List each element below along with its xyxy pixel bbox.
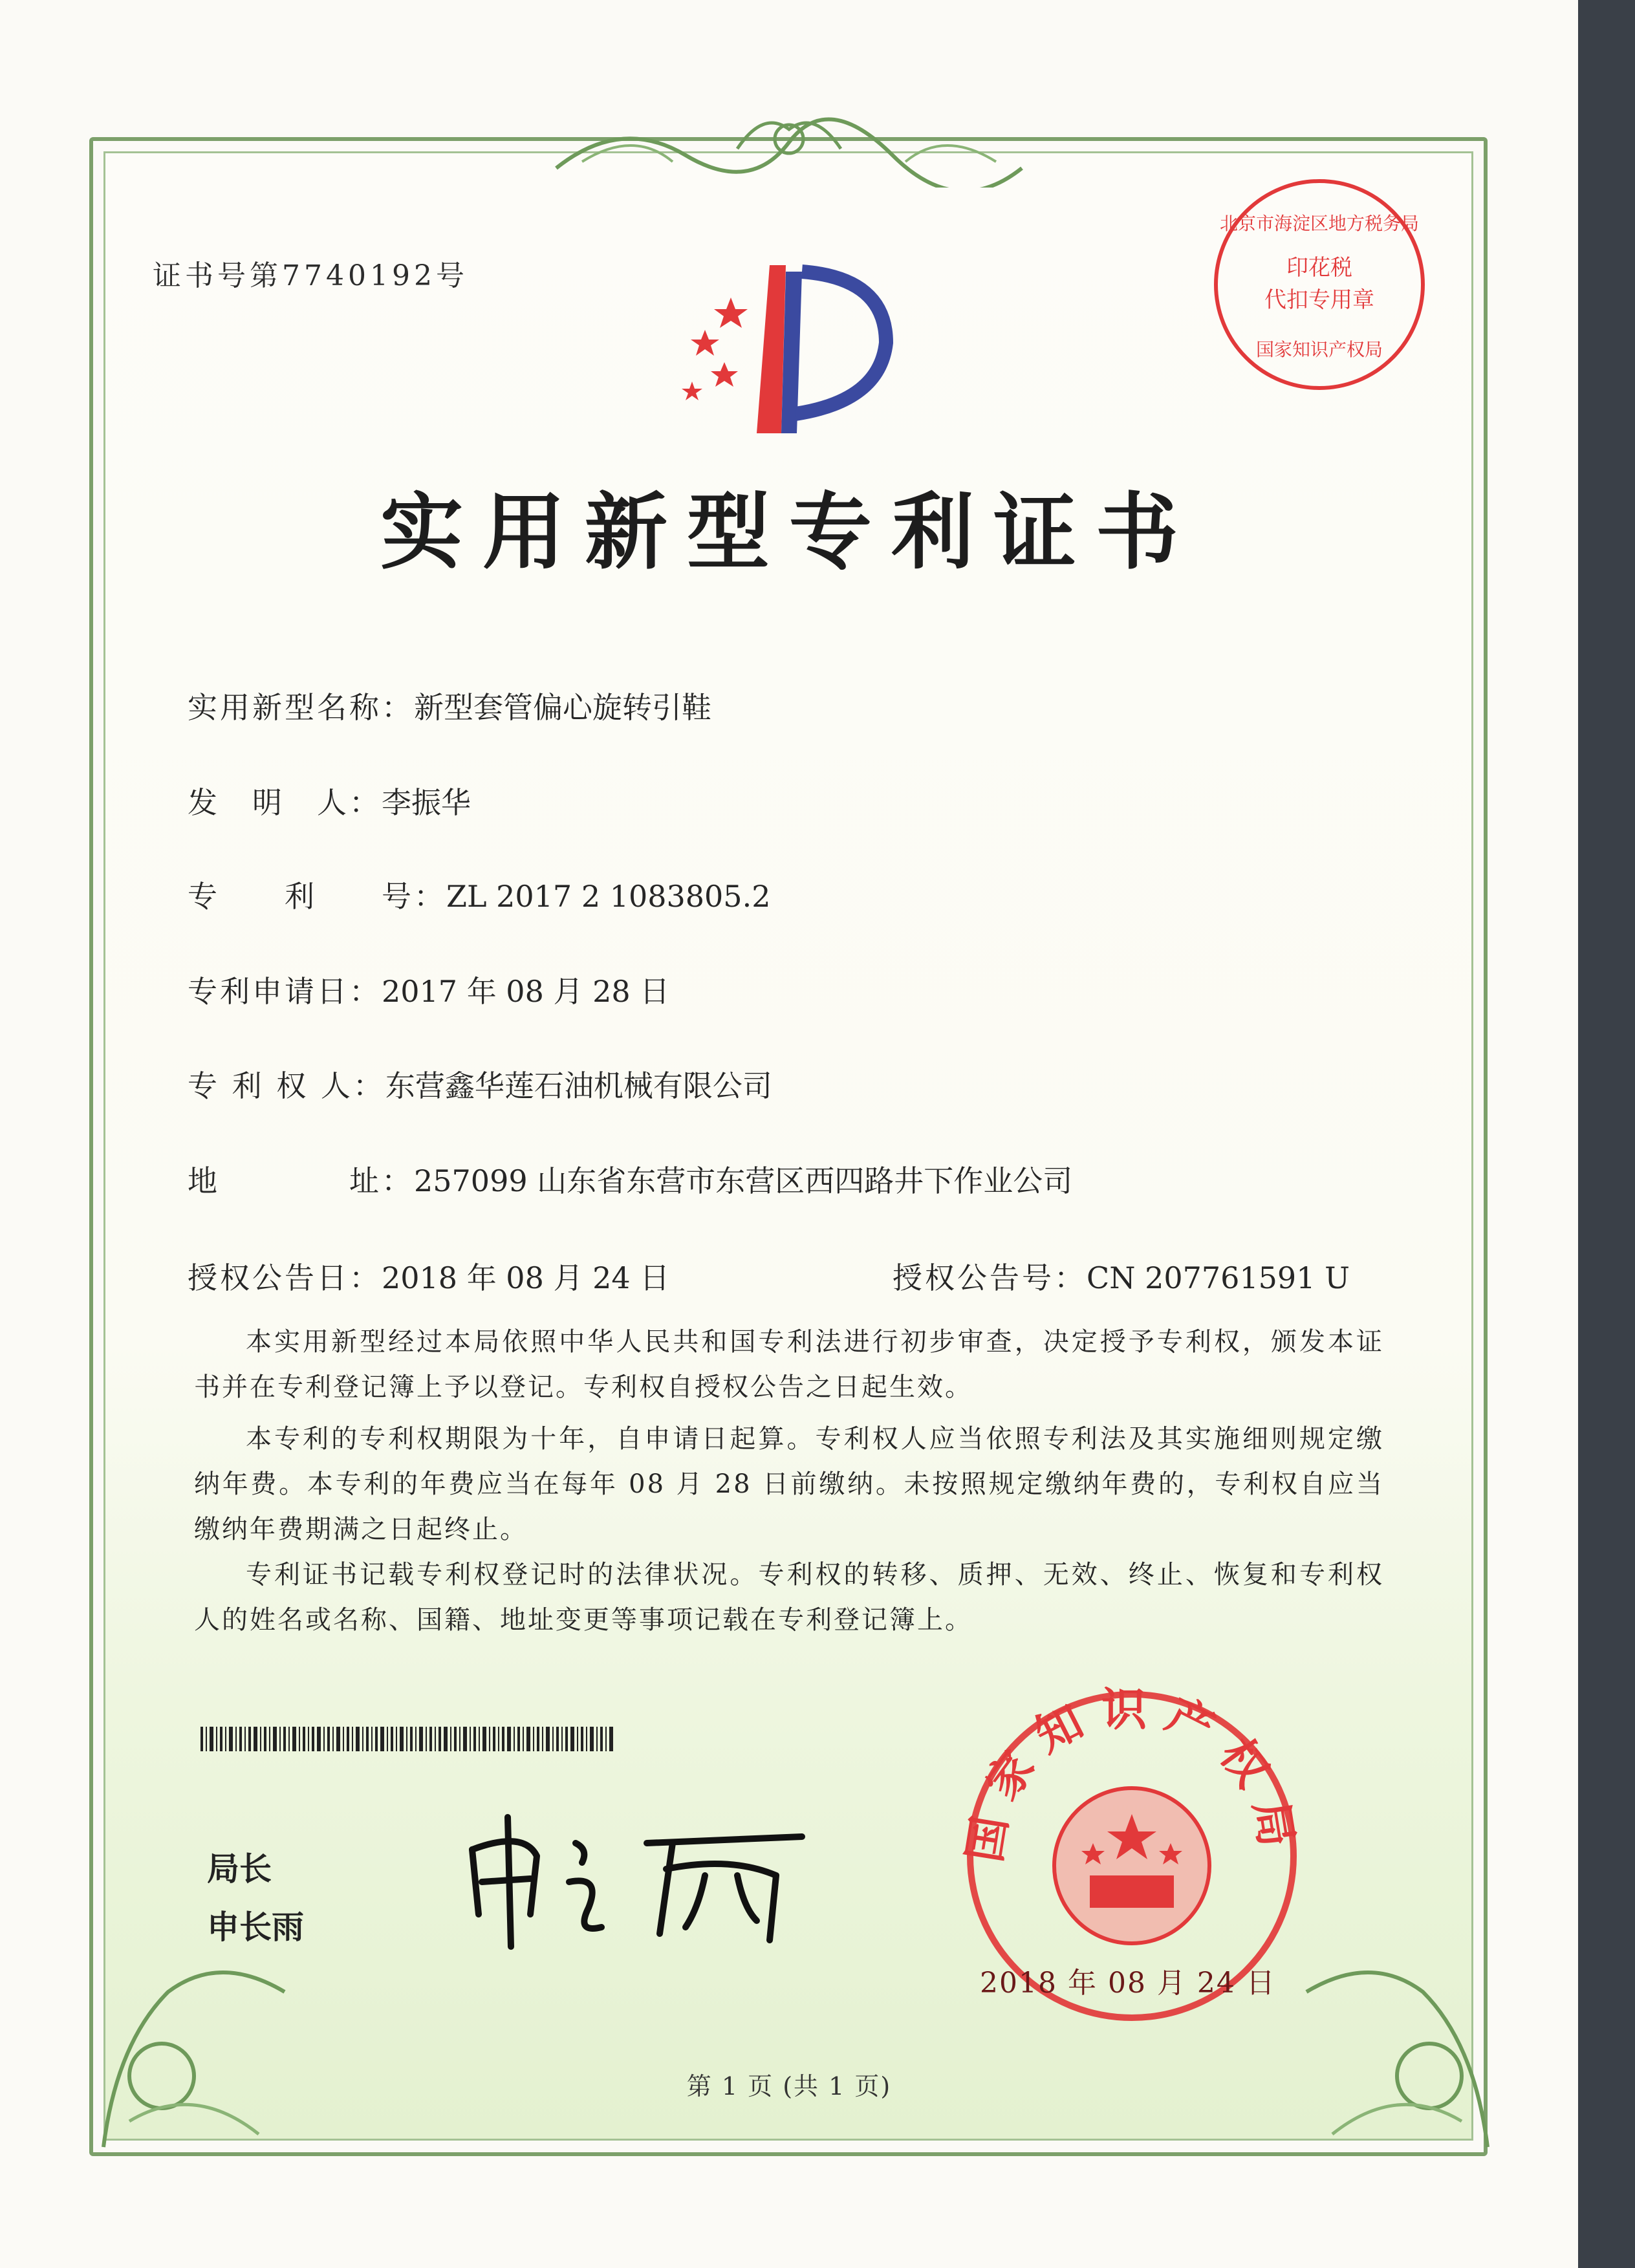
field-label: 授权公告日：: [188, 1260, 382, 1295]
stamp-bottom-text: 国家知识产权局: [1255, 339, 1383, 360]
seal-text: 国家知识产权局: [957, 1682, 1307, 1866]
seal-date: 2018 年 08 月 24 日: [980, 1967, 1276, 2000]
patent-office-logo: [653, 252, 905, 446]
field-label: 专 利 权 人：: [188, 1068, 385, 1103]
signatory-title: 局长: [207, 1850, 272, 1888]
field-label: 实用新型名称：: [188, 690, 414, 725]
field-value: 李振华: [382, 785, 471, 820]
handwritten-signature: [453, 1804, 815, 1953]
field-inventor: [188, 779, 471, 822]
field-value: CN 207761591 U: [1087, 1260, 1350, 1295]
field-value: ZL 2017 2 1083805.2: [446, 879, 771, 914]
field-value: 2018 年 08 月 24 日: [382, 1260, 670, 1295]
field-patent-number: [188, 873, 770, 916]
field-utility-name: [188, 684, 711, 727]
paragraph-term-notice: 本专利的专利权期限为十年，自申请日起算。专利权人应当依照专利法及其实施细则规定缴纳年费。本专利的年费应当在每年 08 月 28 日前缴纳。未按照规定缴纳年费的，专利权自应当缴纳年费期满之日起终止。: [194, 1424, 1384, 1544]
paragraph-legal-status: 专利证书记载专利权登记时的法律状况。专利权的转移、质押、无效、终止、恢复和专利权人的姓名或名称、国籍、地址变更等事项记载在专利登记簿上。: [194, 1560, 1384, 1635]
page-indicator: 第 1 页 (共 1 页): [686, 2072, 892, 2101]
field-value: 新型套管偏心旋转引鞋: [414, 690, 711, 725]
field-value: 2017 年 08 月 28 日: [382, 974, 670, 1009]
field-label: 专 利 号：: [188, 879, 446, 914]
signatory-name: 申长雨: [207, 1908, 304, 1946]
field-label: 专利申请日：: [188, 974, 382, 1009]
stamp-ring-text: 北京市海淀区地方税务局: [1219, 213, 1420, 234]
field-patentee: [188, 1063, 772, 1105]
certificate-number: 证书号第7740192号: [153, 259, 468, 292]
bottom-left-ornament: [91, 1914, 362, 2160]
barcode: [200, 1727, 614, 1751]
field-filing-date: [188, 968, 669, 1011]
top-ornament: [543, 103, 1035, 188]
field-value: 257099 山东省东营市东营区西四路井下作业公司: [414, 1163, 1073, 1198]
stamp-center-line1: 印花税: [1286, 255, 1352, 281]
stamp-center-line2: 代扣专用章: [1264, 287, 1374, 313]
certificate-title: 实用新型专利证书: [380, 484, 1198, 581]
field-label: 授权公告号：: [893, 1260, 1087, 1295]
paragraph-grant-notice: 本实用新型经过本局依照中华人民共和国专利法进行初步审查，决定授予专利权，颁发本证书并在专利登记簿上予以登记。专利权自授权公告之日起生效。: [194, 1327, 1384, 1402]
field-grant-date: [188, 1255, 669, 1297]
field-grant-number: [893, 1255, 1350, 1297]
stamp-tax-seal: [1203, 168, 1436, 401]
field-value: 东营鑫华莲石油机械有限公司: [385, 1068, 772, 1103]
field-address: [188, 1158, 1072, 1200]
field-label: 发 明 人：: [188, 785, 382, 820]
field-label: 地 址：: [188, 1163, 414, 1198]
